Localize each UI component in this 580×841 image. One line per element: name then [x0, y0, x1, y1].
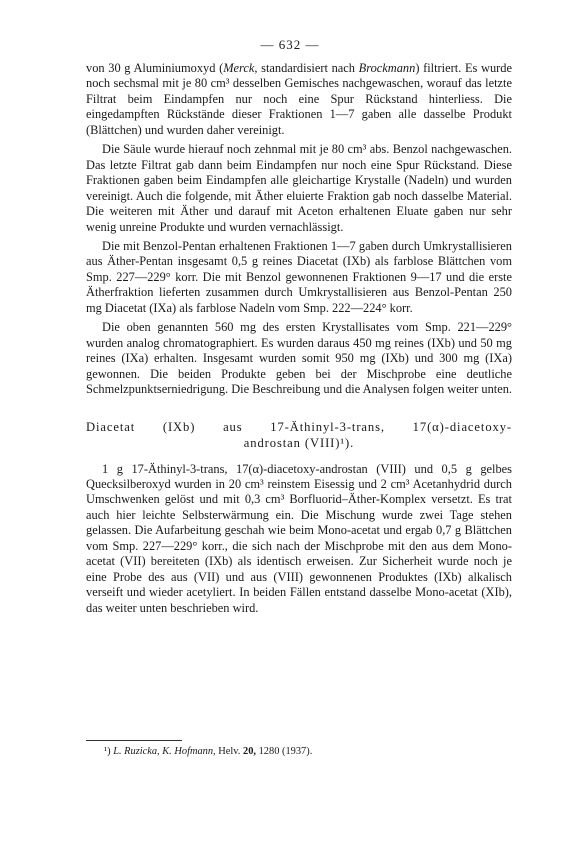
footnote-rule [86, 740, 182, 741]
footnote-journal: Helv. [218, 746, 241, 757]
section-heading [86, 419, 512, 451]
main-text [86, 61, 512, 616]
paragraph: Die Säule wurde hierauf noch zehnmal mit je 80 cm³ abs. Benzol nachgewaschen. Das letzte Filtrat gab dann beim Eindampfen nur noch eine Spur Rückstand. Diese Fraktionen gaben beim Eindampfen alle gleichartige Krystalle (Nadeln) und wurden vereinigt. Auch die folgende, mit Äther eluierte Fraktion gab noch dasselbe Material. Die weiteren mit Äther und darauf mit Aceton erhaltenen Eluate gaben nur sehr wenig unreine Produkte und wurden vernachlässigt. [86, 142, 512, 234]
section-heading-line: Diacetat (IXb) aus 17-Äthinyl-3-trans, 17(α)-diacetoxy- [86, 419, 512, 434]
footnote [104, 745, 312, 758]
paragraph: Die mit Benzol-Pentan erhaltenen Fraktionen 1—7 gaben durch Umkrystallisieren aus Äther-Pentan insgesamt 0,5 g reines Diacetat (IXb) als farblose Blättchen vom Smp. 227—229° korr. Die mit Benzol gewonnenen Fraktionen 9—17 und die erste Ätherfraktion lieferten zusammen durch Umkrystallisieren aus Benzol-Pentan 250 mg Diacetat (IXa) als farblose Nadeln vom Smp. 222—224° korr. [86, 238, 512, 315]
section-heading-line: androstan (VIII)¹). [243, 435, 355, 450]
page-number: — 632 — [260, 37, 320, 52]
paragraph: von 30 g Aluminiumoxyd (Merck, standardisiert nach Brockmann) filtriert. Es wurde noch sechsmal mit je 80 cm³ desselben Gemisches nachgewaschen, worauf das letzte Filtrat beim Eindampfen nur noch eine Spur Rückstand hinterliess. Die eingedampften Rückstände dieser Fraktionen 1—7 gaben alle dasselbe Produkt (Blättchen) und wurden daher vereinigt. [86, 61, 512, 137]
paragraph: 1 g 17-Äthinyl-3-trans, 17(α)-diacetoxy-androstan (VIII) und 0,5 g gelbes Quecksilberoxyd wurden in 20 cm³ reinstem Eisessig und 2 cm³ Acetanhydrid durch Umschwenken gelöst und mit 0,3 cm³ Borfluorid–Äther-Komplex versetzt. Es trat auch hier leichte Selbsterwärmung ein. Die Mischung wurde zwei Tage stehen gelassen. Die Aufarbeitung geschah wie beim Mono-acetat und ergab 0,7 g Blättchen vom Smp. 227—229° korr., die sich nach der Mischprobe mit den aus dem Mono-acetat (VII) bereiteten (IXb) als identisch erweisen. Zur Sicherheit wurde noch je eine Probe des aus (VII) und aus (VIII) gewonnenen Produktes (IXb) alkalisch verseift und wieder acetyliert. In beiden Fällen entstand dasselbe Mono-acetat (XIb), das weiter unten beschrieben wird. [86, 461, 512, 615]
footnote-authors: L. Ruzicka, K. Hofmann, [113, 746, 216, 757]
footnote-volume: 20, [243, 746, 256, 757]
paragraph: Die oben genannten 560 mg des ersten Krystallisates vom Smp. 221—229° wurden analog chromatographiert. Es wurden daraus 450 mg reines (IXb) und 50 mg reines (IXa) erhalten. Insgesamt wurden somit 950 mg (IXb) und 300 mg (IXa) gewonnen. Die beiden Produkte geben bei der Mischprobe eine deutliche Schmelzpunktserniedrigung. Die Beschreibung und die Analysen folgen weiter unten. [86, 320, 512, 397]
footnote-marker: ¹) [104, 746, 111, 757]
footnote-pages: 1280 (1937). [258, 746, 313, 757]
